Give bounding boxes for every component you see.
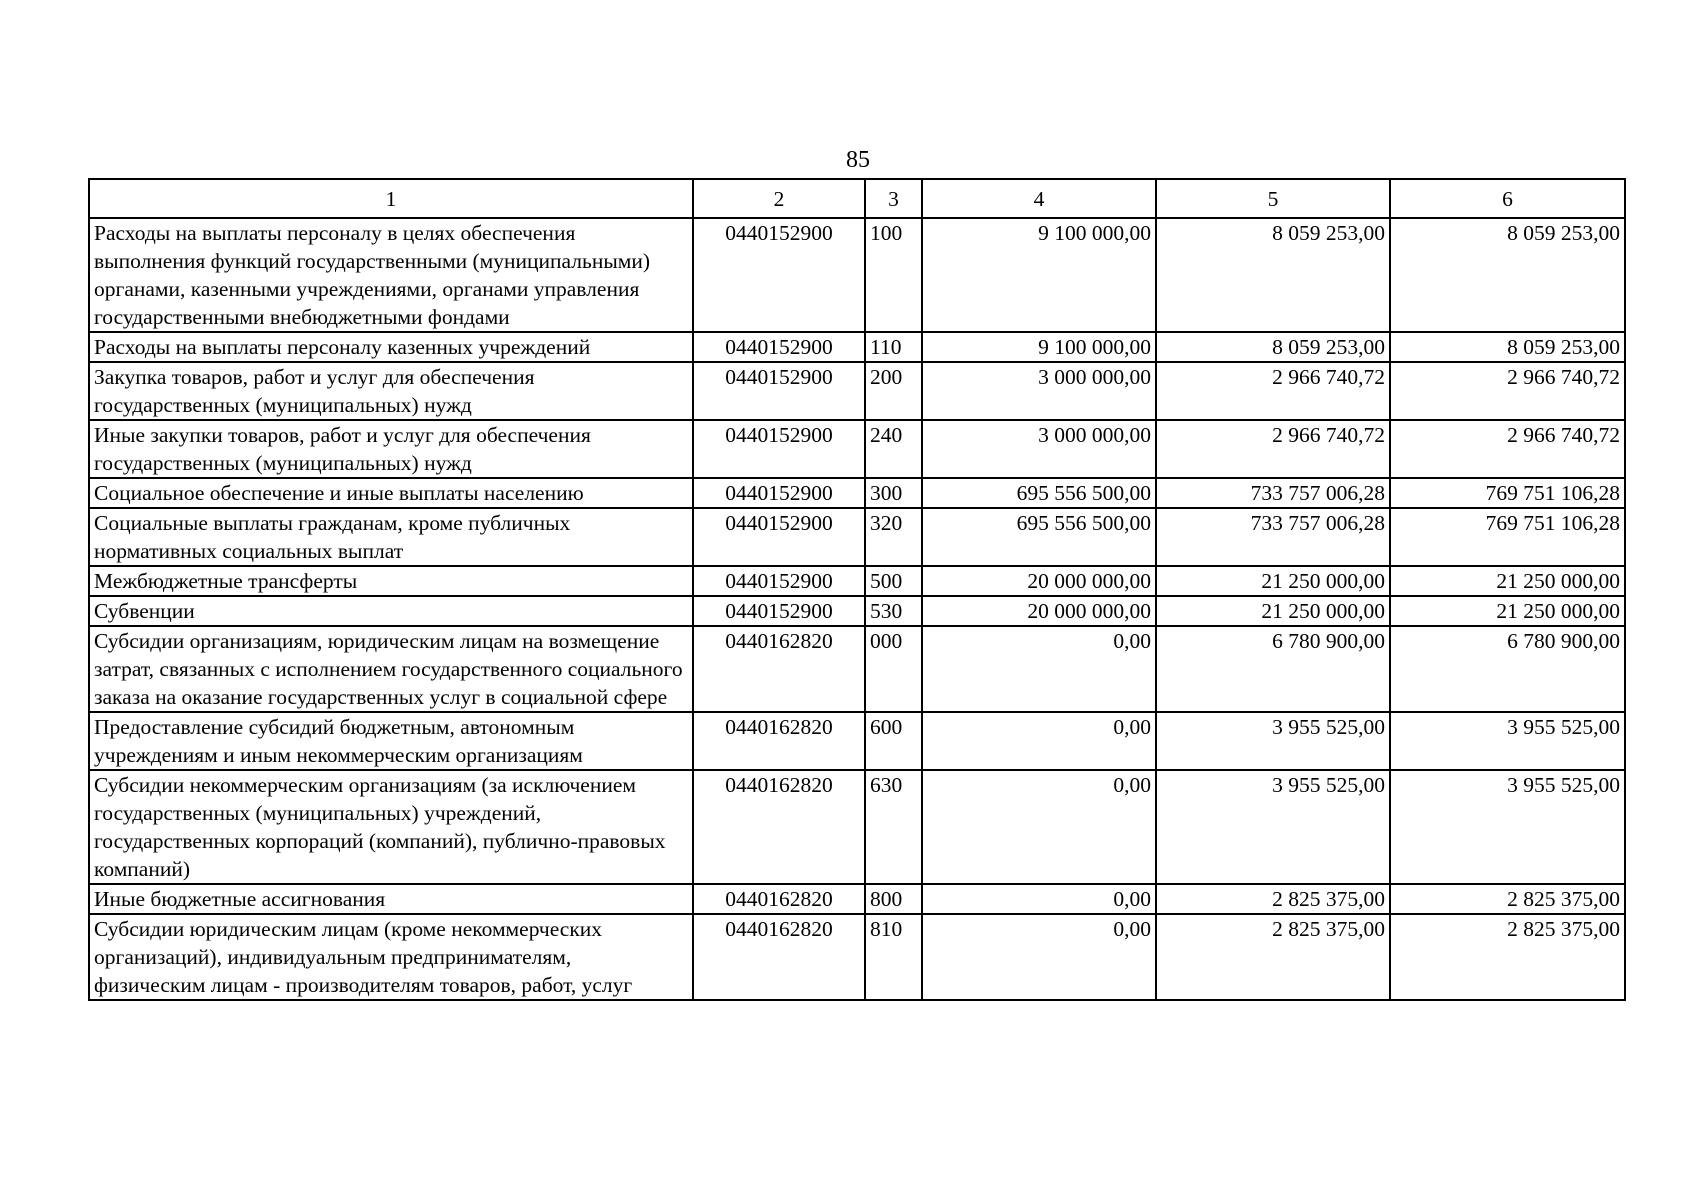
row-value-4: 3 000 000,00 — [922, 420, 1156, 478]
row-value-4: 20 000 000,00 — [922, 596, 1156, 626]
row-name: Субсидии организациям, юридическим лицам на возмещение затрат, связанных с исполнением государственного социального заказа на оказание государственных услуг в социальной сфере — [89, 626, 693, 712]
table-row — [89, 770, 1625, 884]
row-value-6: 21 250 000,00 — [1390, 596, 1625, 626]
row-type: 500 — [865, 566, 922, 596]
row-value-5: 2 966 740,72 — [1156, 420, 1390, 478]
budget-table — [88, 178, 1626, 1001]
row-value-6: 21 250 000,00 — [1390, 566, 1625, 596]
row-type: 600 — [865, 712, 922, 770]
row-value-5: 8 059 253,00 — [1156, 218, 1390, 332]
row-value-5: 3 955 525,00 — [1156, 712, 1390, 770]
table-row — [89, 362, 1625, 420]
row-value-5: 21 250 000,00 — [1156, 566, 1390, 596]
row-name: Субсидии некоммерческим организациям (за исключением государственных (муниципальных) учреждений, государственных корпораций (компаний), публично-правовых компаний) — [89, 770, 693, 884]
row-value-4: 3 000 000,00 — [922, 362, 1156, 420]
row-value-6: 3 955 525,00 — [1390, 770, 1625, 884]
column-header: 2 — [693, 179, 865, 218]
row-value-4: 9 100 000,00 — [922, 332, 1156, 362]
row-name: Расходы на выплаты персоналу казенных учреждений — [89, 332, 693, 362]
row-value-4: 695 556 500,00 — [922, 478, 1156, 508]
row-value-5: 6 780 900,00 — [1156, 626, 1390, 712]
table-row — [89, 596, 1625, 626]
row-value-6: 769 751 106,28 — [1390, 508, 1625, 566]
table-row — [89, 218, 1625, 332]
column-header: 5 — [1156, 179, 1390, 218]
row-type: 100 — [865, 218, 922, 332]
row-value-5: 733 757 006,28 — [1156, 508, 1390, 566]
row-name: Иные бюджетные ассигнования — [89, 884, 693, 914]
row-code: 0440152900 — [693, 332, 865, 362]
row-value-4: 0,00 — [922, 770, 1156, 884]
row-code: 0440152900 — [693, 478, 865, 508]
row-value-5: 733 757 006,28 — [1156, 478, 1390, 508]
table-row — [89, 566, 1625, 596]
row-value-4: 0,00 — [922, 884, 1156, 914]
row-code: 0440162820 — [693, 626, 865, 712]
column-header: 3 — [865, 179, 922, 218]
row-code: 0440162820 — [693, 770, 865, 884]
table-row — [89, 508, 1625, 566]
row-value-6: 2 825 375,00 — [1390, 884, 1625, 914]
row-value-4: 0,00 — [922, 626, 1156, 712]
row-type: 810 — [865, 914, 922, 1000]
row-value-6: 769 751 106,28 — [1390, 478, 1625, 508]
row-name: Межбюджетные трансферты — [89, 566, 693, 596]
row-value-5: 2 966 740,72 — [1156, 362, 1390, 420]
row-code: 0440162820 — [693, 914, 865, 1000]
row-value-6: 2 966 740,72 — [1390, 362, 1625, 420]
table-row — [89, 884, 1625, 914]
row-value-4: 695 556 500,00 — [922, 508, 1156, 566]
row-name: Расходы на выплаты персоналу в целях обеспечения выполнения функций государственными (муниципальными) органами, казенными учреждениями, органами управления государственными внебюджетными фондами — [89, 218, 693, 332]
row-value-6: 3 955 525,00 — [1390, 712, 1625, 770]
row-name: Иные закупки товаров, работ и услуг для обеспечения государственных (муниципальных) нужд — [89, 420, 693, 478]
row-code: 0440152900 — [693, 596, 865, 626]
row-value-4: 20 000 000,00 — [922, 566, 1156, 596]
column-header: 4 — [922, 179, 1156, 218]
row-value-6: 2 966 740,72 — [1390, 420, 1625, 478]
row-value-5: 21 250 000,00 — [1156, 596, 1390, 626]
row-type: 800 — [865, 884, 922, 914]
row-code: 0440152900 — [693, 362, 865, 420]
row-code: 0440152900 — [693, 218, 865, 332]
row-type: 300 — [865, 478, 922, 508]
table-row — [89, 478, 1625, 508]
row-value-6: 2 825 375,00 — [1390, 914, 1625, 1000]
page-number: 85 — [846, 147, 870, 173]
table-row — [89, 712, 1625, 770]
row-value-4: 9 100 000,00 — [922, 218, 1156, 332]
row-value-5: 2 825 375,00 — [1156, 884, 1390, 914]
row-type: 530 — [865, 596, 922, 626]
table-row — [89, 420, 1625, 478]
row-type: 240 — [865, 420, 922, 478]
row-name: Субвенции — [89, 596, 693, 626]
row-type: 000 — [865, 626, 922, 712]
row-value-6: 6 780 900,00 — [1390, 626, 1625, 712]
header-row — [89, 179, 1625, 218]
row-value-4: 0,00 — [922, 712, 1156, 770]
table-row — [89, 914, 1625, 1000]
row-value-5: 8 059 253,00 — [1156, 332, 1390, 362]
row-type: 320 — [865, 508, 922, 566]
row-name: Закупка товаров, работ и услуг для обеспечения государственных (муниципальных) нужд — [89, 362, 693, 420]
row-name: Социальные выплаты гражданам, кроме публичных нормативных социальных выплат — [89, 508, 693, 566]
row-value-5: 3 955 525,00 — [1156, 770, 1390, 884]
row-value-4: 0,00 — [922, 914, 1156, 1000]
row-code: 0440162820 — [693, 712, 865, 770]
row-code: 0440152900 — [693, 508, 865, 566]
column-header: 6 — [1390, 179, 1625, 218]
table-row — [89, 626, 1625, 712]
row-name: Предоставление субсидий бюджетным, автономным учреждениям и иным некоммерческим организациям — [89, 712, 693, 770]
row-value-6: 8 059 253,00 — [1390, 332, 1625, 362]
row-type: 200 — [865, 362, 922, 420]
row-code: 0440162820 — [693, 884, 865, 914]
row-code: 0440152900 — [693, 420, 865, 478]
row-code: 0440152900 — [693, 566, 865, 596]
column-header: 1 — [89, 179, 693, 218]
row-value-6: 8 059 253,00 — [1390, 218, 1625, 332]
row-type: 630 — [865, 770, 922, 884]
row-type: 110 — [865, 332, 922, 362]
row-value-5: 2 825 375,00 — [1156, 914, 1390, 1000]
table-row — [89, 332, 1625, 362]
row-name: Социальное обеспечение и иные выплаты населению — [89, 478, 693, 508]
row-name: Субсидии юридическим лицам (кроме некоммерческих организаций), индивидуальным предпринимателям, физическим лицам - производителям товаров, работ, услуг — [89, 914, 693, 1000]
